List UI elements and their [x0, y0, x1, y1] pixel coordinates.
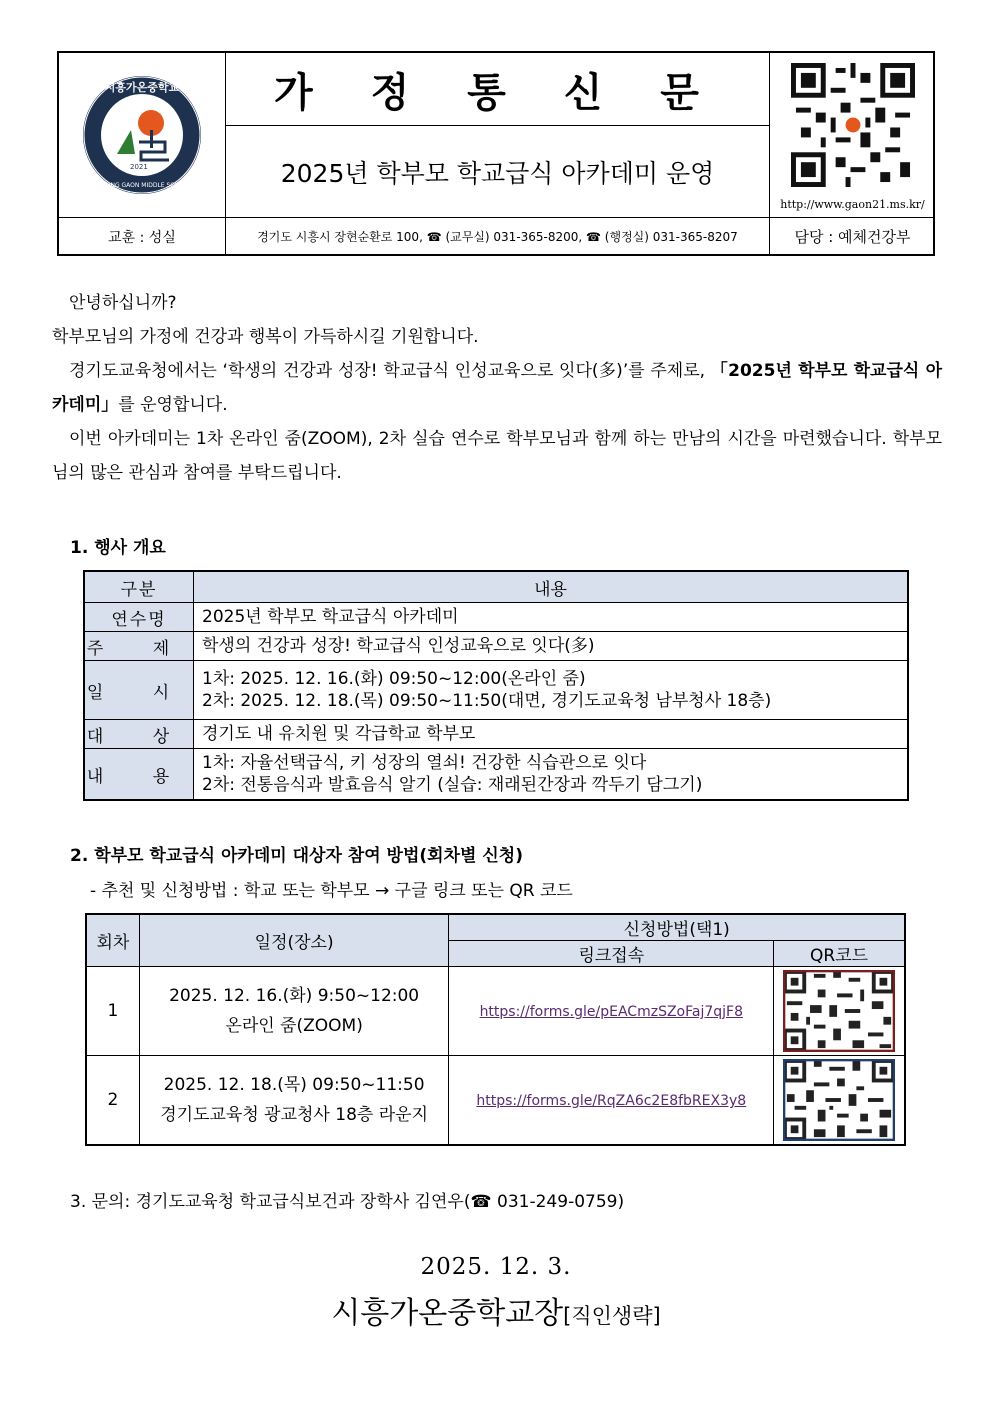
greeting-wish: 학부모님의 가정에 건강과 행복이 가득하시길 기원합니다. [52, 327, 479, 347]
greeting: 안녕하십니까? [69, 293, 177, 313]
issue-date: 2025. 12. 3. [420, 1254, 572, 1280]
school-address: 경기도 시흥시 장현순환로 100, ☎ (교무실) 031-365-8200, ☎ (행정실) 031-365-8207 [257, 230, 738, 244]
round-2-qr-code[interactable] [783, 1059, 895, 1141]
round-2-form-link[interactable]: https://forms.gle/RqZA6c2E8fbREX3y8 [476, 1093, 747, 1109]
section-1-title: 1. 행사 개요 [70, 538, 166, 558]
table-row: 주 제 학생의 건강과 성장! 학교급식 인성교육으로 잇다(多) [84, 632, 908, 661]
round-1-form-link[interactable]: https://forms.gle/pEACmzSZoFaj7qjF8 [479, 1004, 743, 1020]
svg-text:시흥가온중학교: 시흥가온중학교 [104, 81, 180, 94]
table-header-content: 내용 [194, 571, 909, 603]
svg-text:2021: 2021 [130, 163, 148, 171]
principal-signature: 시흥가온중학교장[직인생략] [331, 1296, 661, 1331]
table-row: 2 2025. 12. 18.(목) 09:50~11:50 경기도교육청 광교청사 18층 라운지 https://forms.gle/RqZA6c2E8fbREX3y8 [86, 1056, 905, 1146]
table-row: 연수명 2025년 학부모 학교급식 아카데미 [84, 603, 908, 632]
page-subtitle: 2025년 학부모 학교급식 아카데미 운영 [280, 158, 715, 188]
svg-text:SIHEUNG GAON MIDDLE SCHOOL: SIHEUNG GAON MIDDLE SCHOOL [92, 182, 192, 189]
intro-detail: 이번 아카데미는 1차 온라인 줌(ZOOM), 2차 실습 연수로 학부모님과 함께 하는 만남의 시간을 마련했습니다. 학부모님의 많은 관심과 참여를 부탁드립니다. [52, 429, 942, 483]
department-in-charge: 담당 : 예체건강부 [794, 228, 911, 246]
table-header-round: 회차 [86, 914, 139, 967]
school-motto: 교훈 : 성실 [108, 229, 176, 246]
table-row: 대 상 경기도 내 유치원 및 각급학교 학부모 [84, 720, 908, 749]
table-header-link: 링크접속 [449, 941, 774, 967]
event-overview-table [83, 570, 909, 801]
intro-purpose: 경기도교육청에서는 ‘학생의 건강과 성장! 학교급식 인성교육으로 잇다(多)’를 주제로, 「2025년 학부모 학교급식 아카데미」를 운영합니다. [52, 361, 942, 415]
newsletter-header [57, 51, 935, 256]
table-row: 1 2025. 12. 16.(화) 9:50~12:00 온라인 줌(ZOOM) https://forms.gle/pEACmzSZoFaj7qjF8 [86, 967, 905, 1056]
seal-omitted-note: [직인생략] [563, 1304, 661, 1328]
contact-info: 3. 문의: 경기도교육청 학교급식보건과 장학사 김연우(☎ 031-249-0759) [70, 1192, 625, 1212]
school-qr-code[interactable] [791, 63, 915, 187]
application-table [85, 913, 906, 1146]
page-title: 가 정 통 신 문 [274, 68, 721, 116]
school-url[interactable]: http://www.gaon21.ms.kr/ [780, 198, 925, 211]
school-qr-cell [770, 53, 935, 217]
section-2-title: 2. 학부모 학교급식 아카데미 대상자 참여 방법(회차별 신청) [70, 846, 523, 866]
round-1-qr-code[interactable] [783, 970, 895, 1052]
table-header-category: 구분 [84, 571, 194, 603]
table-header-qr: QR코드 [774, 941, 905, 967]
table-header-method: 신청방법(택1) [449, 914, 905, 941]
table-header-schedule: 일정(장소) [139, 914, 449, 967]
intro-text [52, 286, 942, 490]
table-row: 일 시 1차: 2025. 12. 16.(화) 09:50~12:00(온라인 줌) 2차: 2025. 12. 18.(목) 09:50~11:50(대면, 경기도교육청 남부청사 18층) [84, 661, 908, 720]
table-row: 내 용 1차: 자율선택급식, 키 성장의 열쇠! 건강한 식습관으로 잇다 2차: 전통음식과 발효음식 알기 (실습: 재래된간장과 깍두기 담그기) [84, 749, 908, 801]
application-method-note: - 추천 및 신청방법 : 학교 또는 학부모 → 구글 링크 또는 QR 코드 [90, 881, 573, 901]
school-logo [59, 53, 225, 217]
